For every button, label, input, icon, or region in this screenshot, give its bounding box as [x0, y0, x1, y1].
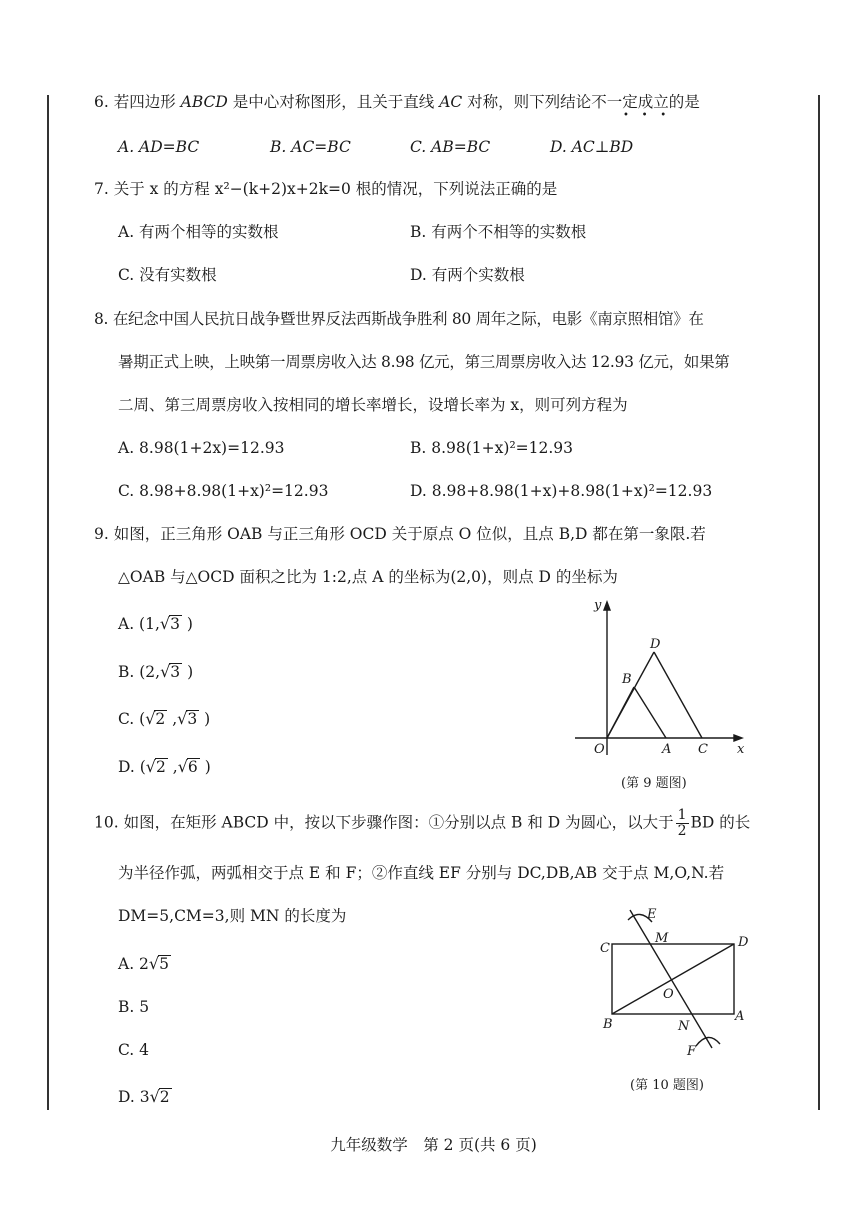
q9-label-o: O	[594, 742, 605, 757]
q8-option-a: A. 8.98(1+2x)=12.93	[118, 439, 285, 457]
q10-label-e: E	[647, 907, 657, 922]
q8-stem-line1: 8. 在纪念中国人民抗日战争暨世界反法西斯战争胜利 80 周年之际，电影《南京照相馆》在	[94, 310, 704, 328]
q9-option-d: D. (√2 ,√6 )	[118, 757, 211, 776]
q10-label-f: F	[687, 1044, 697, 1059]
q9-stem-line1: 9. 如图，正三角形 OAB 与正三角形 OCD 关于原点 O 位似，且点 B,D 都在第一象限.若	[94, 525, 706, 543]
q6-emphasis: 不一定	[591, 93, 638, 111]
q9-label-c: C	[698, 742, 708, 757]
q8-option-c: C. 8.98+8.98(1+x)²=12.93	[118, 482, 329, 500]
q10-label-b: B	[603, 1017, 613, 1032]
q9-label-x: x	[737, 742, 745, 757]
q9-x-arrow	[734, 735, 742, 741]
q9-label-y: y	[594, 598, 602, 613]
q9-label-b: B	[622, 672, 632, 687]
q10-fraction-half: $\frac{1}{2}$	[677, 807, 687, 839]
q9-triangle-ocd-dc	[654, 652, 702, 738]
q6-stem: 6. 若四边形 ABCD 是中心对称图形，且关于直线 AC 对称，则下列结论不一定成立的是	[94, 93, 700, 111]
q10-option-c: C. 4	[118, 1041, 150, 1059]
page-footer: 九年级数学 第 2 页(共 6 页)	[330, 1136, 537, 1154]
q10-label-o: O	[663, 987, 674, 1002]
q7-option-d: D. 有两个实数根	[410, 266, 525, 284]
q10-option-b: B. 5	[118, 998, 150, 1016]
q10-option-a: A. 2√5	[118, 954, 169, 973]
q6-option-a: A. AD=BC	[118, 138, 200, 156]
q9-figure-caption: (第 9 题图)	[621, 776, 687, 791]
q6-option-c: C. AB=BC	[410, 138, 491, 156]
q9-y-arrow	[604, 602, 610, 610]
q9-option-b: B. (2,√3 )	[118, 662, 194, 681]
q7-option-a: A. 有两个相等的实数根	[118, 223, 279, 241]
q6-option-d: D. AC⊥BD	[550, 138, 634, 156]
q10-label-m: M	[655, 931, 669, 946]
q7-option-c: C. 没有实数根	[118, 266, 217, 284]
q9-label-d: D	[650, 637, 661, 652]
q10-figure-caption: (第 10 题图)	[630, 1078, 704, 1093]
q10-stem-line1: 10. 如图，在矩形 ABCD 中，按以下步骤作图：①分别以点 B 和 D 为圆心，以大于 $\frac{1}{2}$ BD 的长	[94, 807, 751, 839]
q8-option-d: D. 8.98+8.98(1+x)+8.98(1+x)²=12.93	[410, 482, 713, 500]
q10-diagonal-bd	[612, 944, 734, 1014]
q9-label-a: A	[662, 742, 672, 757]
right-margin-line	[818, 95, 820, 1110]
q10-label-n: N	[678, 1019, 690, 1034]
q10-line-ef	[630, 910, 712, 1048]
q9-option-a: A. (1,√3 )	[118, 614, 193, 633]
q10-label-d: D	[738, 935, 749, 950]
q7-stem: 7. 关于 x 的方程 x²−(k+2)x+2k=0 根的情况，下列说法正确的是	[94, 180, 558, 198]
q9-option-c: C. (√2 ,√3 )	[118, 709, 211, 728]
q10-option-d: D. 3√2	[118, 1087, 170, 1106]
q8-stem-line2: 暑期正式上映，上映第一周票房收入达 8.98 亿元，第三周票房收入达 12.93 亿元，如果第	[118, 353, 730, 371]
q9-figure	[570, 595, 760, 760]
q7-option-b: B. 有两个不相等的实数根	[410, 223, 587, 241]
q8-option-b: B. 8.98(1+x)²=12.93	[410, 439, 574, 457]
q10-figure	[590, 900, 770, 1065]
q6-emphasis-dots: • • •	[623, 110, 667, 121]
q8-stem-line3: 二周、第三周票房收入按相同的增长率增长，设增长率为 x，则可列方程为	[118, 396, 628, 414]
q10-label-c: C	[600, 941, 610, 956]
q9-triangle-oab-ob	[607, 687, 634, 738]
q6-option-b: B. AC=BC	[270, 138, 351, 156]
left-margin-line	[47, 95, 49, 1110]
q9-triangle-oab-ba	[634, 687, 666, 738]
q10-stem-line3: DM=5,CM=3,则 MN 的长度为	[118, 907, 347, 925]
q10-stem-line2: 为半径作弧，两弧相交于点 E 和 F；②作直线 EF 分别与 DC,DB,AB 交于点 M,O,N.若	[118, 864, 725, 882]
q10-label-a: A	[735, 1009, 745, 1024]
q9-stem-line2: △OAB 与△OCD 面积之比为 1:2,点 A 的坐标为(2,0)，则点 D 的坐标为	[118, 568, 618, 586]
